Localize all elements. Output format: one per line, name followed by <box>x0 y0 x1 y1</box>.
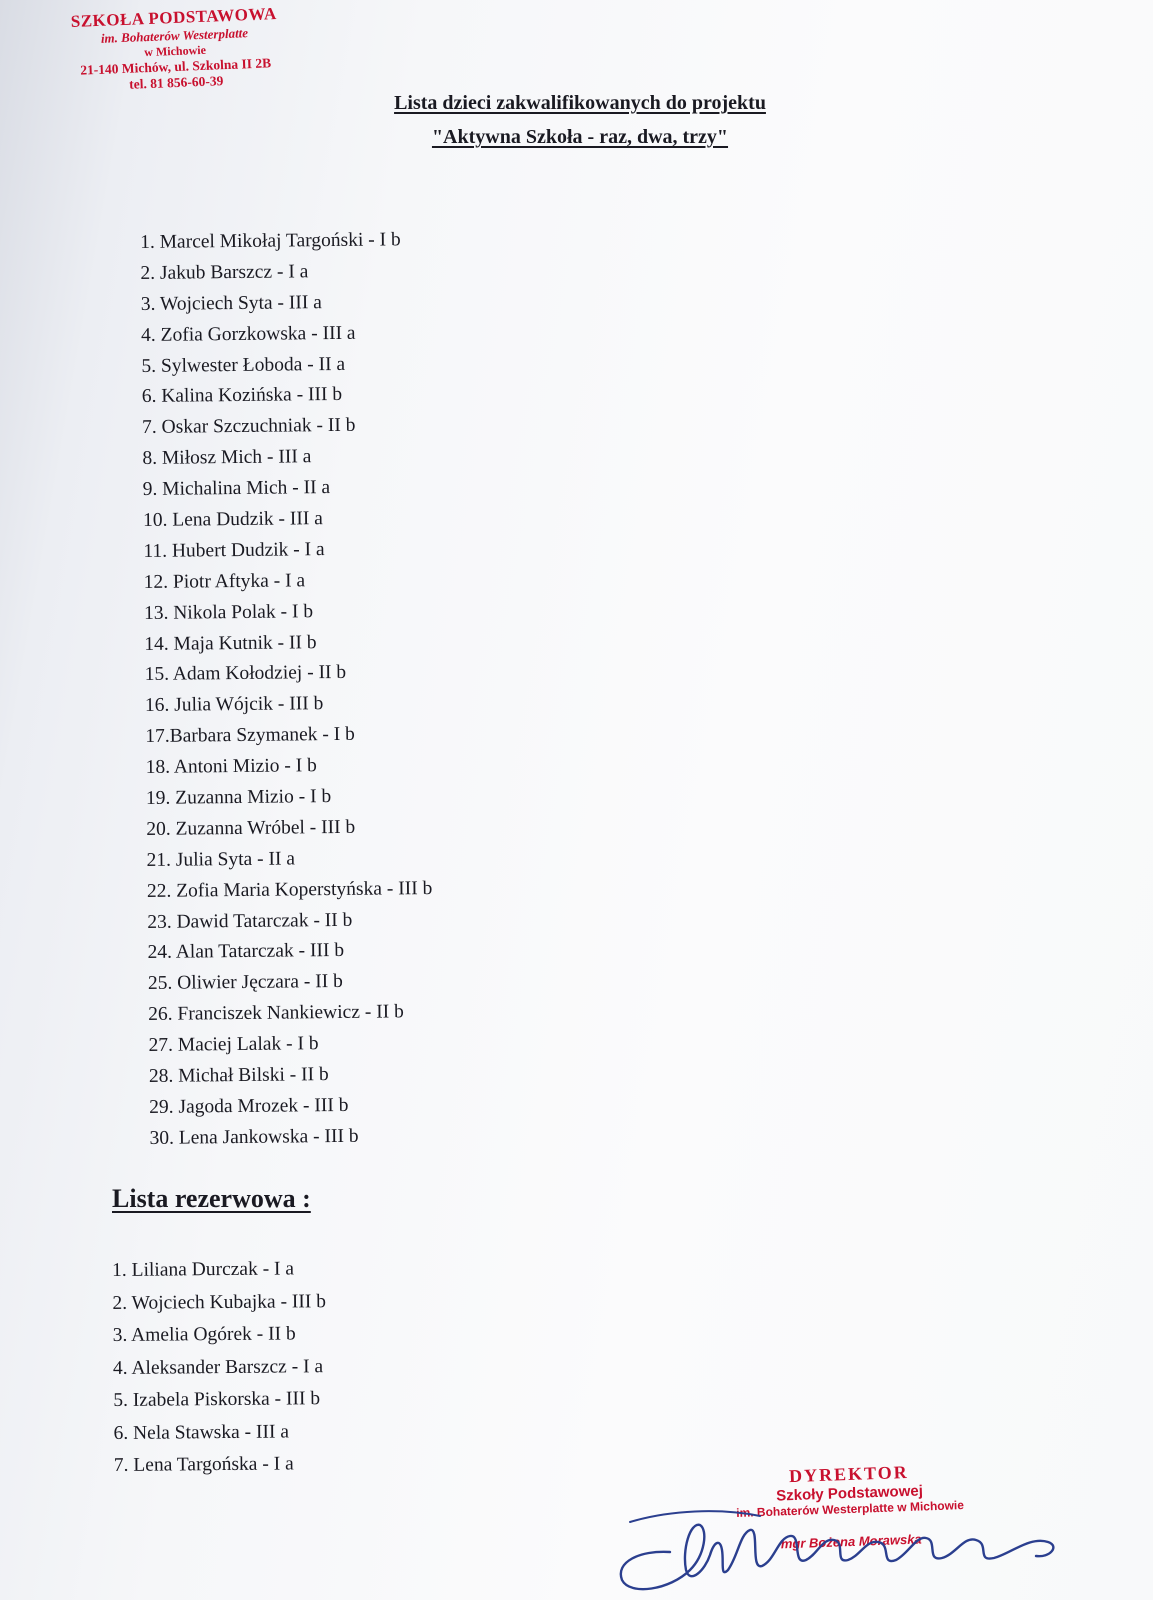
reserve-child-entry: 6. Nela Stawska - III a <box>113 1420 290 1444</box>
qualified-child-entry: 20. Zuzanna Wróbel - III b <box>146 816 356 840</box>
school-header-stamp <box>39 3 312 96</box>
qualified-children-list <box>140 225 435 1155</box>
reserve-child-entry: 7. Lena Targońska - I a <box>113 1453 294 1476</box>
stamp-address: 21-140 Michów, ul. Szkolna II 2B <box>79 55 272 78</box>
reserve-child-entry: 3. Amelia Ogórek - II b <box>112 1323 296 1346</box>
qualified-child-entry: 27. Maciej Lalak - I b <box>148 1033 319 1057</box>
director-title: DYREKTOR <box>788 1461 910 1487</box>
project-name: "Aktywna Szkoła - raz, dwa, trzy" <box>431 126 729 148</box>
qualified-child-entry: 12. Piotr Aftyka - I a <box>143 570 306 593</box>
qualified-child-entry: 2. Jakub Barszcz - I a <box>140 261 309 284</box>
qualified-child-entry: 4. Zofia Gorzkowska - III a <box>141 322 356 346</box>
qualified-child-entry: 14. Maja Kutnik - II b <box>144 631 317 655</box>
qualified-child-entry: 8. Miłosz Mich - III a <box>142 446 312 470</box>
director-school: Szkoły Podstawowej <box>775 1482 924 1505</box>
qualified-child-entry: 5. Sylwester Łoboda - II a <box>141 353 346 377</box>
qualified-child-entry: 3. Wojciech Syta - III a <box>140 291 322 315</box>
qualified-child-entry: 1. Marcel Mikołaj Targoński - I b <box>140 229 401 253</box>
reserve-child-entry: 4. Aleksander Barszcz - I a <box>112 1355 324 1379</box>
qualified-child-entry: 18. Antoni Mizio - I b <box>145 755 317 779</box>
qualified-child-entry: 15. Adam Kołodziej - II b <box>144 662 347 686</box>
qualified-child-entry: 19. Zuzanna Mizio - I b <box>145 786 332 809</box>
stamp-patron: im. Bohaterów Westerplatte <box>100 25 249 46</box>
reserve-child-entry: 1. Liliana Durczak - I a <box>112 1258 295 1281</box>
document-title: Lista dzieci zakwalifikowanych do projektu <box>394 92 766 114</box>
qualified-child-entry: 13. Nikola Polak - I b <box>143 600 314 624</box>
qualified-child-entry: 6. Kalina Kozińska - III b <box>141 384 343 408</box>
reserve-child-entry: 2. Wojciech Kubajka - III b <box>112 1290 327 1314</box>
stamp-town: w Michowie <box>143 42 207 60</box>
qualified-child-entry: 11. Hubert Dudzik - I a <box>143 538 325 562</box>
qualified-child-entry: 22. Zofia Maria Koperstyńska - III b <box>146 877 433 902</box>
qualified-child-entry: 30. Lena Jankowska - III b <box>149 1125 359 1149</box>
qualified-child-entry: 28. Michał Bilski - II b <box>148 1064 329 1087</box>
qualified-child-entry: 10. Lena Dudzik - III a <box>142 508 323 531</box>
stamp-phone: tel. 81 856-60-39 <box>128 73 224 92</box>
stamp-school-name: SZKOŁA PODSTAWOWA <box>70 4 278 31</box>
qualified-child-entry: 24. Alan Tatarczak - III b <box>147 940 345 964</box>
handwritten-signature <box>610 1500 1080 1600</box>
qualified-child-entry: 21. Julia Syta - II a <box>146 848 296 871</box>
qualified-child-entry: 26. Franciszek Nankiewicz - II b <box>148 1001 404 1026</box>
qualified-child-entry: 23. Dawid Tatarczak - II b <box>147 909 353 933</box>
reserve-child-entry: 5. Izabela Piskorska - III b <box>113 1388 321 1411</box>
director-name: mgr Bożena Morawska <box>780 1531 922 1552</box>
reserve-list-heading: Lista rezerwowa : <box>112 1184 311 1213</box>
qualified-child-entry: 25. Oliwier Jęczara - II b <box>147 971 343 995</box>
director-school-patron: im. Bohaterów Westerplatte w Michowie <box>735 1498 965 1520</box>
qualified-child-entry: 17.Barbara Szymanek - I b <box>145 724 355 748</box>
qualified-child-entry: 9. Michalina Mich - II a <box>142 477 331 501</box>
qualified-child-entry: 16. Julia Wójcik - III b <box>144 693 324 717</box>
reserve-children-list <box>112 1253 328 1482</box>
qualified-child-entry: 29. Jagoda Mrozek - III b <box>149 1094 349 1118</box>
qualified-child-entry: 7. Oskar Szczuchniak - II b <box>141 415 356 439</box>
